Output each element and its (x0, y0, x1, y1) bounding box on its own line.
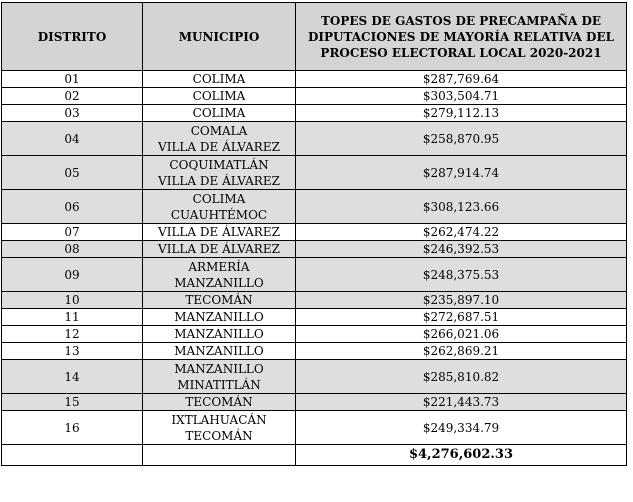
distrito-cell: 11 (2, 309, 143, 326)
table-row (2, 105, 627, 122)
municipio-name: VILLA DE ÁLVAREZ (158, 225, 280, 239)
municipio-cell (143, 71, 296, 88)
tope-cell: $246,392.53 (296, 241, 627, 258)
header-topes-line: DIPUTACIONES DE MAYORÍA RELATIVA DEL (307, 29, 615, 44)
municipio-name: ARMERÍA (188, 259, 250, 274)
distrito-cell: 06 (2, 190, 143, 224)
table-row (2, 292, 627, 309)
municipio-name: COLIMA (192, 72, 246, 86)
municipio-cell (143, 258, 296, 292)
municipio-cell (143, 88, 296, 105)
tope-cell: $221,443.73 (296, 394, 627, 411)
table-row (2, 411, 627, 445)
municipio-cell (143, 156, 296, 190)
municipio-cell (143, 190, 296, 224)
municipio-name: COLIMA (192, 191, 246, 206)
municipio-cell (143, 122, 296, 156)
tope-cell: $262,869.21 (296, 343, 627, 360)
tope-cell: $287,914.74 (296, 156, 627, 190)
header-distrito (2, 3, 143, 71)
municipio-name: IXTLAHUACÁN (171, 412, 267, 427)
municipio-name: TECOMÁN (185, 395, 253, 409)
municipio-name: MINATITLÁN (177, 377, 261, 392)
municipio-name: MANZANILLO (174, 310, 264, 324)
tope-cell: $262,474.22 (296, 224, 627, 241)
total-empty-cell (143, 445, 296, 466)
table-row (2, 241, 627, 258)
table-row (2, 394, 627, 411)
municipio-name: TECOMÁN (185, 293, 253, 307)
distrito-cell: 12 (2, 326, 143, 343)
table-row (2, 309, 627, 326)
header-distrito-label: DISTRITO (37, 29, 107, 44)
municipio-name: TECOMÁN (185, 428, 253, 443)
distrito-cell: 03 (2, 105, 143, 122)
municipio-cell (143, 292, 296, 309)
table-row (2, 224, 627, 241)
header-topes-line: TOPES DE GASTOS DE PRECAMPAÑA DE (320, 13, 602, 28)
table-body (2, 71, 627, 445)
distrito-cell: 08 (2, 241, 143, 258)
municipio-cell (143, 241, 296, 258)
tope-cell: $235,897.10 (296, 292, 627, 309)
total-value: $4,276,602.33 (296, 445, 627, 466)
municipio-name: MANZANILLO (174, 275, 264, 290)
municipio-cell (143, 394, 296, 411)
header-row (2, 3, 627, 71)
municipio-name: VILLA DE ÁLVAREZ (158, 242, 280, 256)
municipio-cell (143, 360, 296, 394)
header-municipio-label: MUNICIPIO (178, 29, 260, 44)
municipio-cell (143, 411, 296, 445)
municipio-name: MANZANILLO (174, 361, 264, 376)
distrito-cell: 10 (2, 292, 143, 309)
municipio-name: MANZANILLO (174, 327, 264, 341)
table-row (2, 156, 627, 190)
municipio-name: VILLA DE ÁLVAREZ (158, 139, 280, 154)
header-topes-line: PROCESO ELECTORAL LOCAL 2020-2021 (320, 45, 602, 60)
distrito-cell: 07 (2, 224, 143, 241)
municipio-cell (143, 309, 296, 326)
table-row (2, 71, 627, 88)
municipio-cell (143, 326, 296, 343)
header-topes (296, 3, 627, 71)
tope-cell: $308,123.66 (296, 190, 627, 224)
municipio-name: COLIMA (192, 89, 246, 103)
municipio-cell (143, 105, 296, 122)
distrito-cell: 15 (2, 394, 143, 411)
table-row (2, 258, 627, 292)
total-row (2, 445, 627, 466)
header-municipio (143, 3, 296, 71)
tope-cell: $266,021.06 (296, 326, 627, 343)
tope-cell: $272,687.51 (296, 309, 627, 326)
distrito-cell: 09 (2, 258, 143, 292)
municipio-cell (143, 224, 296, 241)
table-row (2, 326, 627, 343)
municipio-name: COQUIMATLÁN (169, 157, 269, 172)
municipio-name: VILLA DE ÁLVAREZ (158, 173, 280, 188)
municipio-cell (143, 343, 296, 360)
distrito-cell: 16 (2, 411, 143, 445)
distrito-cell: 13 (2, 343, 143, 360)
tope-cell: $258,870.95 (296, 122, 627, 156)
municipio-name: CUAUHTÉMOC (170, 207, 268, 222)
table-row (2, 88, 627, 105)
tope-cell: $279,112.13 (296, 105, 627, 122)
municipio-name: COMALA (190, 123, 248, 138)
tope-cell: $303,504.71 (296, 88, 627, 105)
distrito-cell: 05 (2, 156, 143, 190)
municipio-name: MANZANILLO (174, 344, 264, 358)
table-row (2, 190, 627, 224)
distrito-cell: 02 (2, 88, 143, 105)
municipio-name: COLIMA (192, 106, 246, 120)
table-row (2, 360, 627, 394)
tope-cell: $248,375.53 (296, 258, 627, 292)
distrito-cell: 14 (2, 360, 143, 394)
topes-table (1, 2, 627, 466)
distrito-cell: 04 (2, 122, 143, 156)
table-row (2, 122, 627, 156)
distrito-cell: 01 (2, 71, 143, 88)
tope-cell: $285,810.82 (296, 360, 627, 394)
total-empty-cell (2, 445, 143, 466)
tope-cell: $249,334.79 (296, 411, 627, 445)
table-row (2, 343, 627, 360)
tope-cell: $287,769.64 (296, 71, 627, 88)
